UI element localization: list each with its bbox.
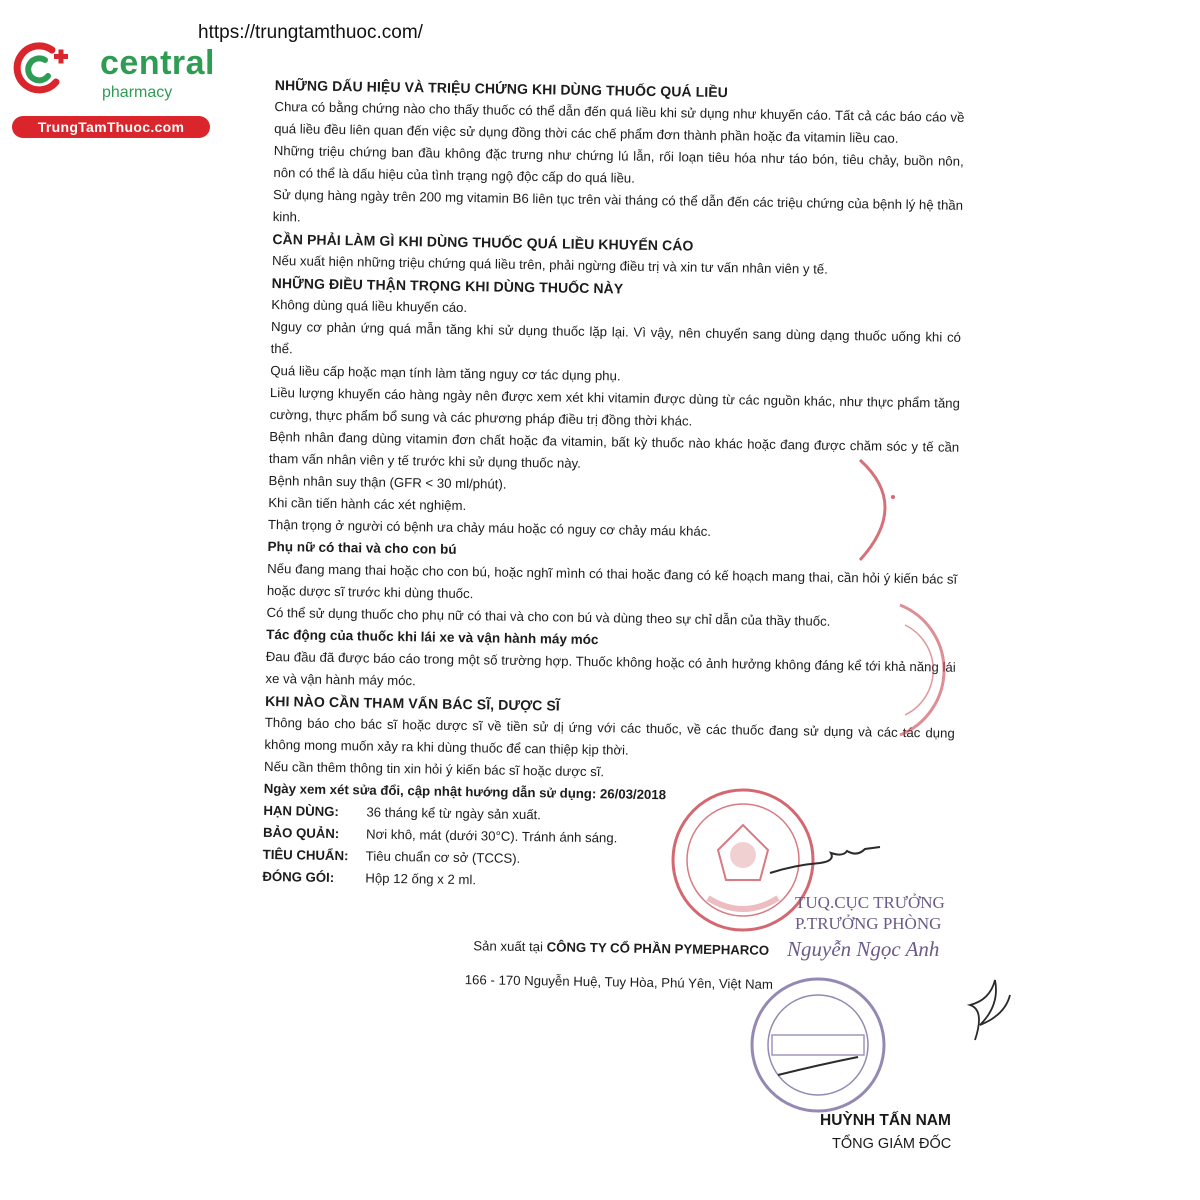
manufacturer-address: 166 - 170 Nguyễn Huệ, Tuy Hòa, Phú Yên, Việt Nam <box>464 972 774 992</box>
central-pharmacy-logo-icon <box>12 38 72 98</box>
paragraph: Đau đầu đã được báo cáo trong một số trường hợp. Thuốc không hoặc có ảnh hưởng không đáng kể tới khả năng lái xe và vận hành máy móc. <box>265 648 956 689</box>
paragraph: Nếu đang mang thai hoặc cho con bú, hoặc nghĩ mình có thai hoặc đang có kế hoạch mang thai, cần hỏi ý kiến bác sĩ hoặc dược sĩ trước khi dùng thuốc. <box>266 560 958 602</box>
brand-logo[interactable] <box>12 38 215 138</box>
paragraph: Không dùng quá liều khuyến cáo. <box>271 296 468 316</box>
subsection-title-pregnancy: Phụ nữ có thai và cho con bú <box>267 538 457 557</box>
paragraph: Sử dụng hàng ngày trên 200 mg vitamin B6 liên tục trên vài tháng có thể dẫn đến các triệu chứng của bệnh lý hệ thần kinh. <box>272 186 964 225</box>
pymepharco-stamp-icon <box>748 975 888 1115</box>
signature-block <box>787 892 975 964</box>
spec-value: Tiêu chuẩn cơ sở (TCCS). <box>365 848 521 866</box>
spec-label: ĐÓNG GÓI: <box>262 868 335 886</box>
paragraph: Bệnh nhân suy thận (GFR < 30 ml/phút). <box>268 472 507 492</box>
spec-value: Hộp 12 ống x 2 ml. <box>365 870 477 888</box>
logo-site-banner: TrungTamThuoc.com <box>12 116 210 138</box>
paragraph: Chưa có bằng chứng nào cho thấy thuốc có thể dẫn đến quá liều khi sử dụng như khuyến cáo. Tất cả các báo cáo về quá liều đều liên quan đến việc sử dụng đồng thời các chế phẩm đơn thành phần hoặc đa vitamin liều cao. <box>274 98 965 146</box>
paragraph: Thận trọng ở người có bệnh ưa chảy máu hoặc có nguy cơ chảy máu khác. <box>267 516 712 539</box>
signer-title-2: P.TRƯỞNG PHÒNG <box>795 914 942 933</box>
review-date: Ngày xem xét sửa đổi, cập nhật hướng dẫn sử dụng: 26/03/2018 <box>263 780 667 803</box>
spec-label: TIÊU CHUẨN: <box>262 846 349 864</box>
paragraph: Thông báo cho bác sĩ hoặc dược sĩ về tiền sử dị ứng với các thuốc, về các thuốc đang sử dụng và các tác dụng không mong muốn xảy ra khi dùng thuốc để can thiệp kịp thời. <box>264 714 955 758</box>
section-title-consult: KHI NÀO CẦN THAM VẤN BÁC SĨ, DƯỢC SĨ <box>265 692 560 714</box>
edge-stamp-arc-icon <box>855 455 915 565</box>
paragraph: Có thể sử dụng thuốc cho phụ nữ có thai và cho con bú và dùng theo sự chỉ dẫn của thầy thuốc. <box>266 604 831 629</box>
paragraph: Nếu xuất hiện những triệu chứng quá liều trên, phải ngừng điều trị và xin tư vấn nhân viên y tế. <box>271 252 828 277</box>
manufacturer-prefix: Sản xuất tại <box>473 938 547 955</box>
section-title-overdose-signs: NHỮNG DẤU HIỆU VÀ TRIỆU CHỨNG KHI DÙNG THUỐC QUÁ LIỀU <box>274 76 729 101</box>
paragraph: Khi cần tiến hành các xét nghiệm. <box>268 494 467 514</box>
ceo-title: TỔNG GIÁM ĐỐC <box>832 1136 952 1152</box>
spec-value: Nơi khô, mát (dưới 30°C). Tránh ánh sáng. <box>365 826 618 846</box>
paragraph: Nếu cần thêm thông tin xin hỏi ý kiến bác sĩ hoặc dược sĩ. <box>264 758 605 780</box>
logo-sub-text: pharmacy <box>102 84 173 101</box>
spec-label: BẢO QUẢN: <box>262 824 340 842</box>
section-title-what-to-do: CẦN PHẢI LÀM GÌ KHI DÙNG THUỐC QUÁ LIỀU KHUYẾN CÁO <box>272 230 694 254</box>
company-stamp-right-icon <box>890 600 970 740</box>
paragraph: Quá liều cấp hoặc mạn tính làm tăng nguy cơ tác dụng phụ. <box>270 362 621 384</box>
logo-brand-text: central <box>100 44 215 82</box>
paragraph: Liều lượng khuyến cáo hàng ngày nên được xem xét khi vitamin được dùng từ các nguồn khác, như thực phẩm tăng cường, thực phẩm bổ sung và các phương pháp điều trị đồng thời khác. <box>269 384 961 429</box>
director-signature-icon <box>955 975 1015 1045</box>
spec-label: HẠN DÙNG: <box>263 802 340 820</box>
signer-name: Nguyễn Ngọc Anh <box>787 937 940 961</box>
signer-title-1: TUQ.CỤC TRƯỞNG <box>795 893 945 912</box>
watermark-url[interactable]: https://trungtamthuoc.com/ <box>198 22 423 43</box>
paragraph: Những triệu chứng ban đầu không đặc trưng như chứng lú lẫn, rối loạn tiêu hóa như táo bón, tiêu chảy, buồn nôn, nôn có thể là dấu hiệu của tình trạng ngộ độc cấp do quá liều. <box>273 142 964 186</box>
subsection-title-driving: Tác động của thuốc khi lái xe và vận hành máy móc <box>266 626 599 648</box>
ceo-name: HUỲNH TẤN NAM <box>820 1112 951 1129</box>
section-title-precautions: NHỮNG ĐIỀU THẬN TRỌNG KHI DÙNG THUỐC NÀY <box>271 274 624 297</box>
paragraph: Bệnh nhân đang dùng vitamin đơn chất hoặc đa vitamin, bất kỳ thuốc nào khác hoặc đang được chăm sóc y tế cần tham vấn nhân viên y tế trước khi sử dụng thuốc này. <box>268 428 960 471</box>
handwritten-signature-icon <box>765 835 885 885</box>
spec-value: 36 tháng kể từ ngày sản xuất. <box>366 804 542 823</box>
manufacturer-name: CÔNG TY CỔ PHẦN PYMEPHARCO <box>546 939 770 958</box>
paragraph: Nguy cơ phản ứng quá mẫn tăng khi sử dụng thuốc lặp lại. Vì vậy, nên chuyển sang dùng dạng thuốc uống khi có thể. <box>270 318 962 357</box>
